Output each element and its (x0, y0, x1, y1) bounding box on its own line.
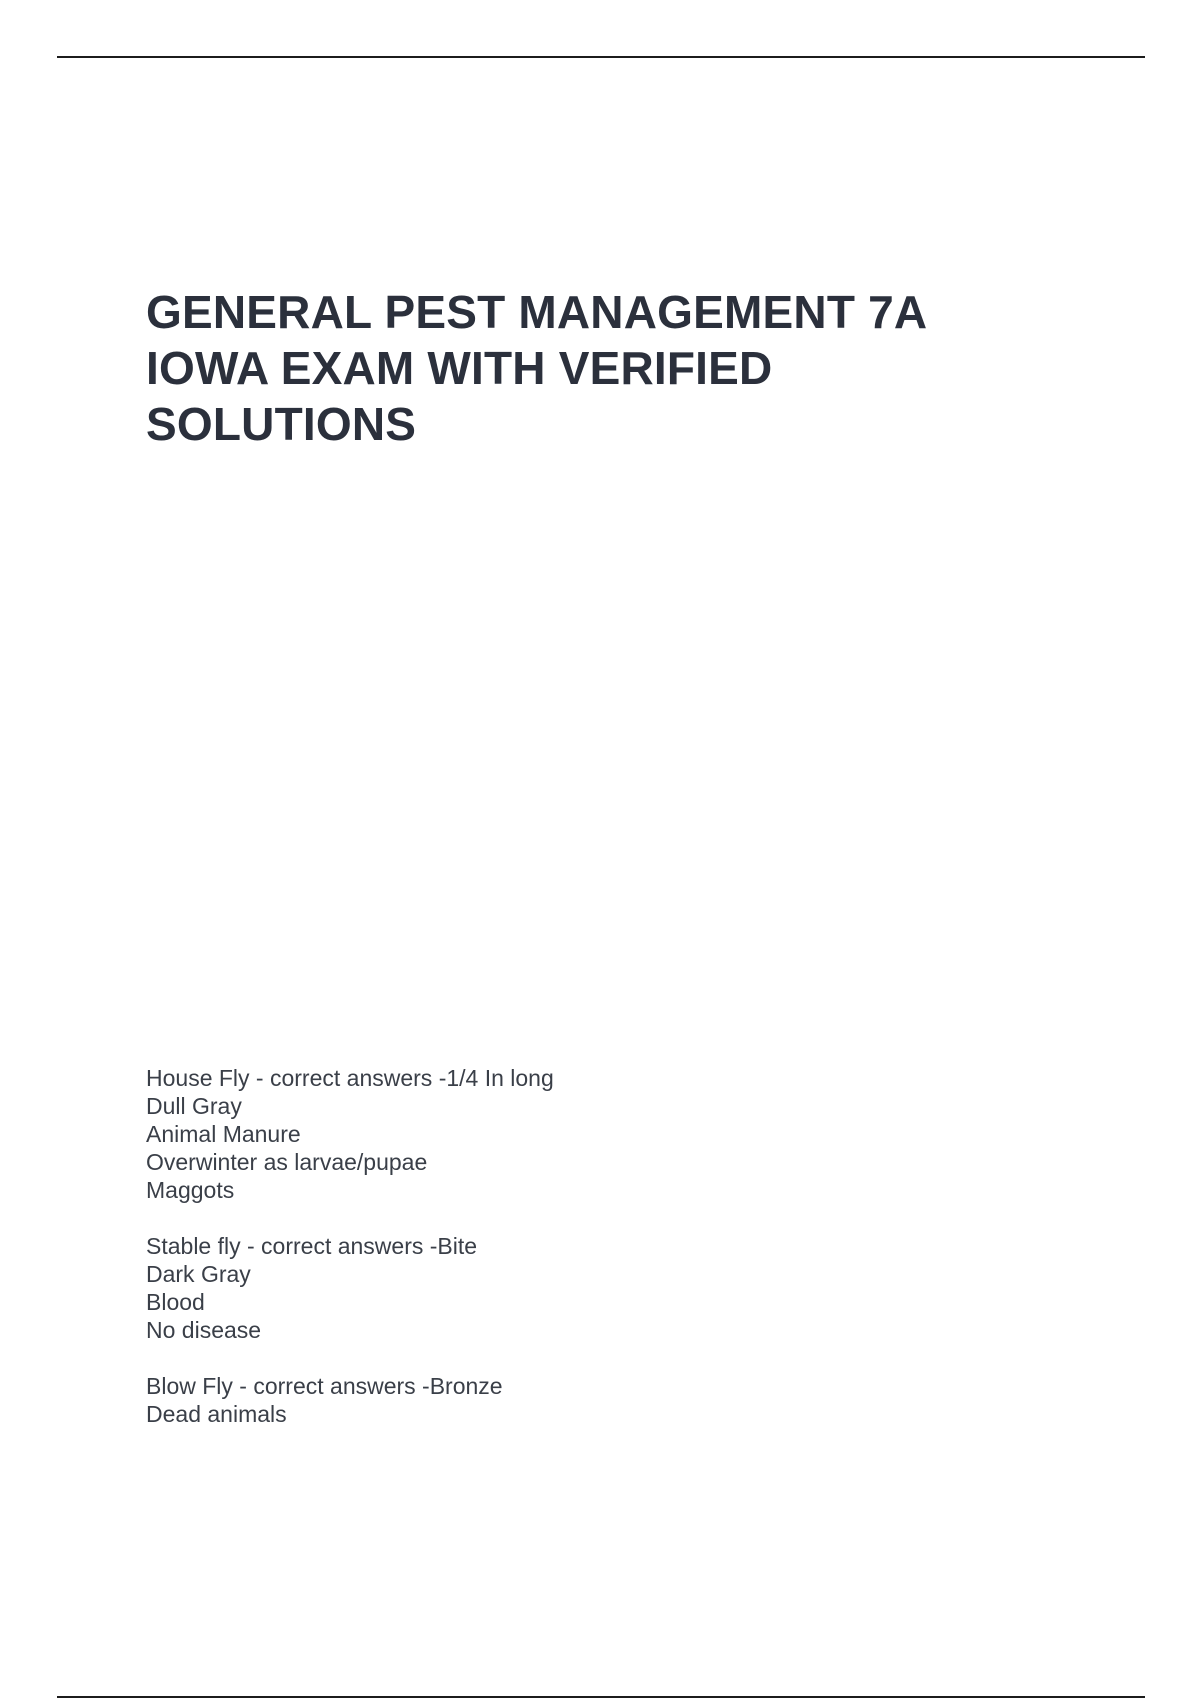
footer-rule (57, 1696, 1145, 1698)
qa-entry-stable-fly (146, 1232, 946, 1344)
qa-line: Dull Gray (146, 1093, 242, 1119)
qa-line: Dead animals (146, 1401, 287, 1427)
qa-entry-house-fly (146, 1064, 946, 1204)
qa-line: Blow Fly - correct answers -Bronze (146, 1373, 503, 1399)
qa-line: Dark Gray (146, 1261, 251, 1287)
qa-line: Blood (146, 1289, 205, 1315)
title-line: IOWA EXAM WITH VERIFIED (146, 342, 773, 394)
qa-line: Stable fly - correct answers -Bite (146, 1233, 478, 1259)
header-rule (57, 56, 1145, 58)
title-line: SOLUTIONS (146, 398, 417, 450)
qa-line: Overwinter as larvae/pupae (146, 1149, 428, 1175)
document-title (146, 284, 1046, 452)
qa-line: No disease (146, 1317, 262, 1343)
qa-line: Maggots (146, 1177, 235, 1203)
qa-entry-blow-fly (146, 1372, 946, 1428)
qa-line: House Fly - correct answers -1/4 In long (146, 1065, 554, 1091)
qa-list (146, 1064, 946, 1456)
title-line: GENERAL PEST MANAGEMENT 7A (146, 286, 928, 338)
qa-line: Animal Manure (146, 1121, 301, 1147)
